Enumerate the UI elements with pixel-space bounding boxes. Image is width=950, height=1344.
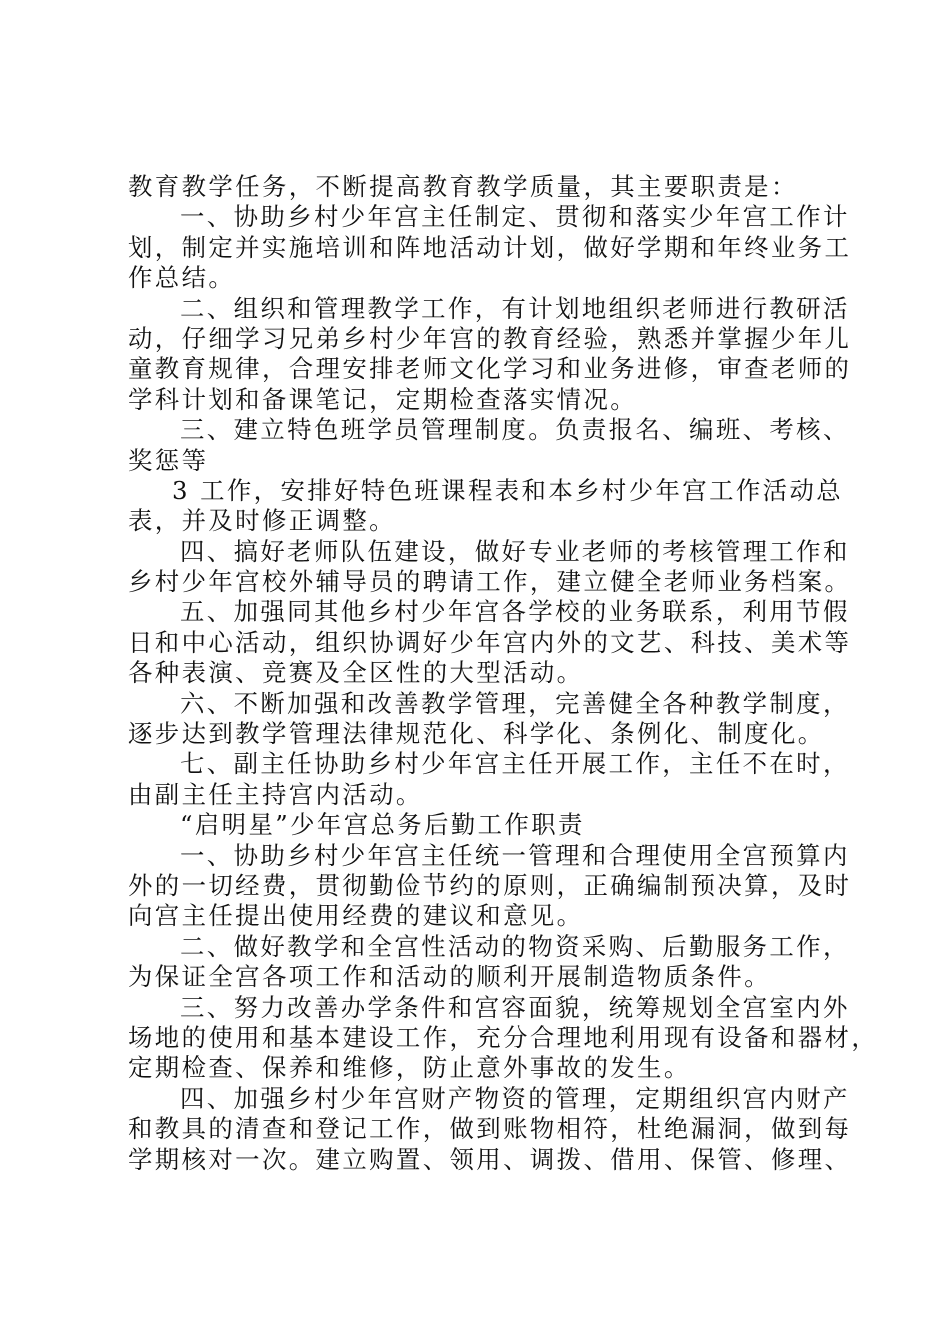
paragraph-line: 奖惩等	[128, 445, 209, 475]
paragraph-line: 四、加强乡村少年宫财产物资的管理，定期组织宫内财产	[180, 1083, 850, 1113]
paragraph-line: 一、协助乡村少年宫主任统一管理和合理使用全宫预算内	[180, 840, 850, 870]
section-heading: “启明星”少年宫总务后勤工作职责	[180, 810, 585, 840]
paragraph-line: 定期检查、保养和维修，防止意外事故的发生。	[128, 1053, 691, 1083]
paragraph-line: 各种表演、竞赛及全区性的大型活动。	[128, 658, 584, 688]
paragraph-line: 七、副主任协助乡村少年宫主任开展工作，主任不在时，	[180, 749, 850, 779]
paragraph-line: 为保证全宫各项工作和活动的顺利开展制造物质条件。	[128, 962, 771, 992]
paragraph-line: 一、协助乡村少年宫主任制定、贯彻和落实少年宫工作计	[180, 202, 850, 232]
paragraph-line: 学科计划和备课笔记，定期检查落实情况。	[128, 384, 638, 414]
paragraph-line: 三、建立特色班学员管理制度。负责报名、编班、考核、	[180, 415, 850, 445]
paragraph-line: 逐步达到教学管理法律规范化、科学化、条例化、制度化。	[128, 719, 825, 749]
paragraph-line: 六、不断加强和改善教学管理，完善健全各种教学制度，	[180, 688, 850, 718]
paragraph-line: 3 工作，安排好特色班课程表和本乡村少年宫工作活动总	[172, 475, 844, 505]
paragraph-line: 五、加强同其他乡村少年宫各学校的业务联系，利用节假	[180, 597, 850, 627]
paragraph-line: 二、组织和管理教学工作，有计划地组织老师进行教研活	[180, 293, 850, 323]
paragraph-line: 学期核对一次。建立购置、领用、调拨、借用、保管、修理、	[128, 1144, 852, 1174]
paragraph-line: 教育教学任务，不断提高教育教学质量，其主要职责是：	[128, 172, 798, 201]
paragraph-line: 三、努力改善办学条件和宫容面貌，统筹规划全宫室内外	[180, 992, 850, 1022]
paragraph-line: 表，并及时修正调整。	[128, 506, 396, 536]
paragraph-line: 日和中心活动，组织协调好少年宫内外的文艺、科技、美术等	[128, 627, 852, 657]
paragraph-line: 动，仔细学习兄弟乡村少年宫的教育经验，熟悉并掌握少年儿	[128, 323, 852, 353]
document-body	[128, 172, 879, 1175]
paragraph-line: 作总结。	[128, 263, 236, 293]
paragraph-line: 划，制定并实施培训和阵地活动计划，做好学期和年终业务工	[128, 232, 852, 262]
paragraph-line: 童教育规律，合理安排老师文化学习和业务进修，审查老师的	[128, 354, 852, 384]
paragraph-line: 四、搞好老师队伍建设，做好专业老师的考核管理工作和	[180, 536, 850, 566]
paragraph-line: 向宫主任提出使用经费的建议和意见。	[128, 901, 584, 931]
paragraph-line: 二、做好教学和全宫性活动的物资采购、后勤服务工作，	[180, 931, 850, 961]
paragraph-line: 由副主任主持宫内活动。	[128, 779, 423, 809]
paragraph-line: 外的一切经费，贯彻勤俭节约的原则，正确编制预决算，及时	[128, 870, 852, 900]
paragraph-line: 和教具的清查和登记工作，做到账物相符，杜绝漏洞，做到每	[128, 1114, 852, 1144]
paragraph-line: 场地的使用和基本建设工作，充分合理地利用现有设备和器材，	[128, 1022, 879, 1052]
paragraph-line: 乡村少年宫校外辅导员的聘请工作，建立健全老师业务档案。	[128, 567, 852, 597]
